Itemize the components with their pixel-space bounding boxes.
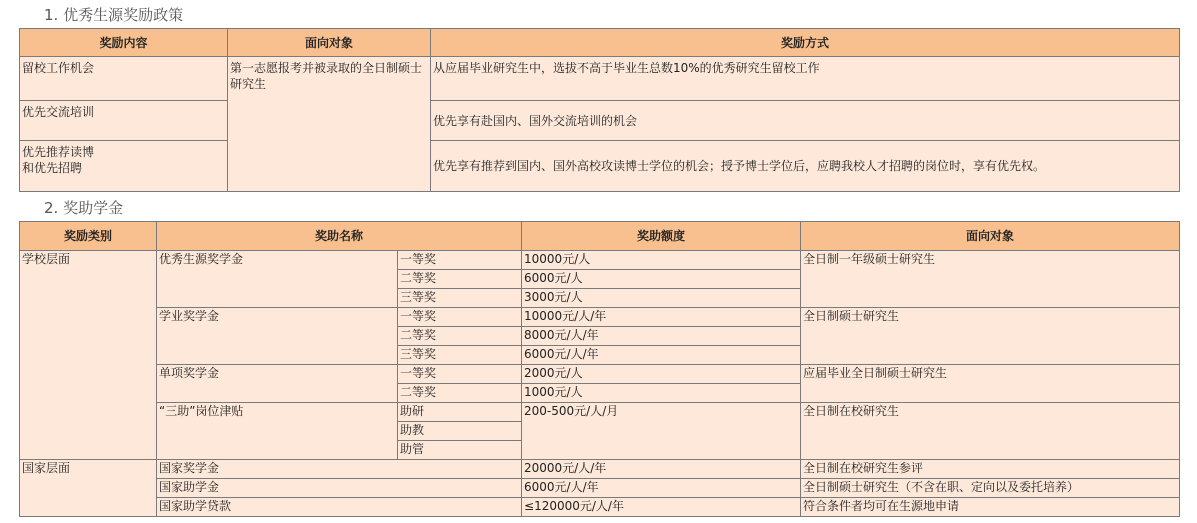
table-header-row <box>20 29 1180 57</box>
section1-title: 1. 优秀生源奖励政策 <box>44 6 184 24</box>
table-row <box>20 479 1180 498</box>
level-cell: 助管 <box>398 441 522 460</box>
header-amount: 奖助额度 <box>522 222 801 251</box>
level-cell: 一等奖 <box>398 308 522 327</box>
table-row <box>20 57 1180 101</box>
level-cell: 三等奖 <box>398 346 522 365</box>
amount-cell: 6000元/人/年 <box>522 346 801 365</box>
table-row <box>20 101 1180 141</box>
scholarship-name-cell: 国家助学贷款 <box>157 498 522 517</box>
table-row <box>20 251 1180 270</box>
reward-content-cell: 留校工作机会 <box>20 57 228 101</box>
amount-cell: 20000元/人/年 <box>522 460 801 479</box>
level-cell: 二等奖 <box>398 384 522 403</box>
amount-cell: 1000元/人 <box>522 384 801 403</box>
table-row <box>20 365 1180 384</box>
level-cell: 二等奖 <box>398 270 522 289</box>
amount-cell: 10000元/人/年 <box>522 308 801 327</box>
table-row <box>20 141 1180 192</box>
category-cell: 学校层面 <box>20 251 157 460</box>
reward-content-cell: 优先交流培训 <box>20 101 228 141</box>
table-row <box>20 460 1180 479</box>
target-cell: 全日制硕士研究生 <box>801 308 1180 365</box>
reward-content-line: 优先推荐读博 <box>22 145 95 159</box>
level-cell: 一等奖 <box>398 365 522 384</box>
amount-cell: 200-500元/人/月 <box>522 403 801 460</box>
table-row <box>20 403 1180 422</box>
scholarship-name-cell: 国家奖学金 <box>157 460 522 479</box>
reward-method-cell: 从应届毕业研究生中，选拔不高于毕业生总数10%的优秀研究生留校工作 <box>431 57 1180 101</box>
reward-method-cell: 优先享有推荐到国内、国外高校攻读博士学位的机会；授予博士学位后，应聘我校人才招聘的岗位时，享有优先权。 <box>431 141 1180 192</box>
header-target: 面向对象 <box>801 222 1180 251</box>
section2-title: 2. 奖助学金 <box>44 199 124 217</box>
table-row <box>20 308 1180 327</box>
scholarship-table <box>19 221 1180 517</box>
target-cell: 全日制在校研究生参评 <box>801 460 1180 479</box>
target-cell: 全日制在校研究生 <box>801 403 1180 460</box>
header-category: 奖励类别 <box>20 222 157 251</box>
reward-content-line: 和优先招聘 <box>22 161 83 175</box>
amount-cell: 10000元/人 <box>522 251 801 270</box>
amount-cell: 6000元/人 <box>522 270 801 289</box>
scholarship-name-cell: 优秀生源奖学金 <box>157 251 398 308</box>
target-cell: 应届毕业全日制硕士研究生 <box>801 365 1180 403</box>
amount-cell: ≤120000元/人/年 <box>522 498 801 517</box>
scholarship-policy-table <box>19 28 1180 192</box>
amount-cell: 2000元/人 <box>522 365 801 384</box>
header-name: 奖助名称 <box>157 222 522 251</box>
level-cell: 助教 <box>398 422 522 441</box>
target-cell: 全日制硕士研究生（不含在职、定向以及委托培养） <box>801 479 1180 498</box>
amount-cell: 8000元/人/年 <box>522 327 801 346</box>
reward-method-cell: 优先享有赴国内、国外交流培训的机会 <box>431 101 1180 141</box>
scholarship-name-cell: 国家助学金 <box>157 479 522 498</box>
target-cell: 全日制一年级硕士研究生 <box>801 251 1180 308</box>
level-cell: 一等奖 <box>398 251 522 270</box>
scholarship-name-cell: 单项奖学金 <box>157 365 398 403</box>
scholarship-name-cell: “三助”岗位津贴 <box>157 403 398 460</box>
level-cell: 三等奖 <box>398 289 522 308</box>
target-cell: 符合条件者均可在生源地申请 <box>801 498 1180 517</box>
table-header-row <box>20 222 1180 251</box>
reward-content-cell <box>20 141 228 192</box>
amount-cell: 6000元/人/年 <box>522 479 801 498</box>
header-target: 面向对象 <box>228 29 431 57</box>
scholarship-name-cell: 学业奖学金 <box>157 308 398 365</box>
category-cell: 国家层面 <box>20 460 157 517</box>
level-cell: 助研 <box>398 403 522 422</box>
target-cell: 第一志愿报考并被录取的全日制硕士研究生 <box>228 57 431 192</box>
header-reward-method: 奖励方式 <box>431 29 1180 57</box>
level-cell: 二等奖 <box>398 327 522 346</box>
amount-cell: 3000元/人 <box>522 289 801 308</box>
table-row <box>20 498 1180 517</box>
header-reward-content: 奖励内容 <box>20 29 228 57</box>
